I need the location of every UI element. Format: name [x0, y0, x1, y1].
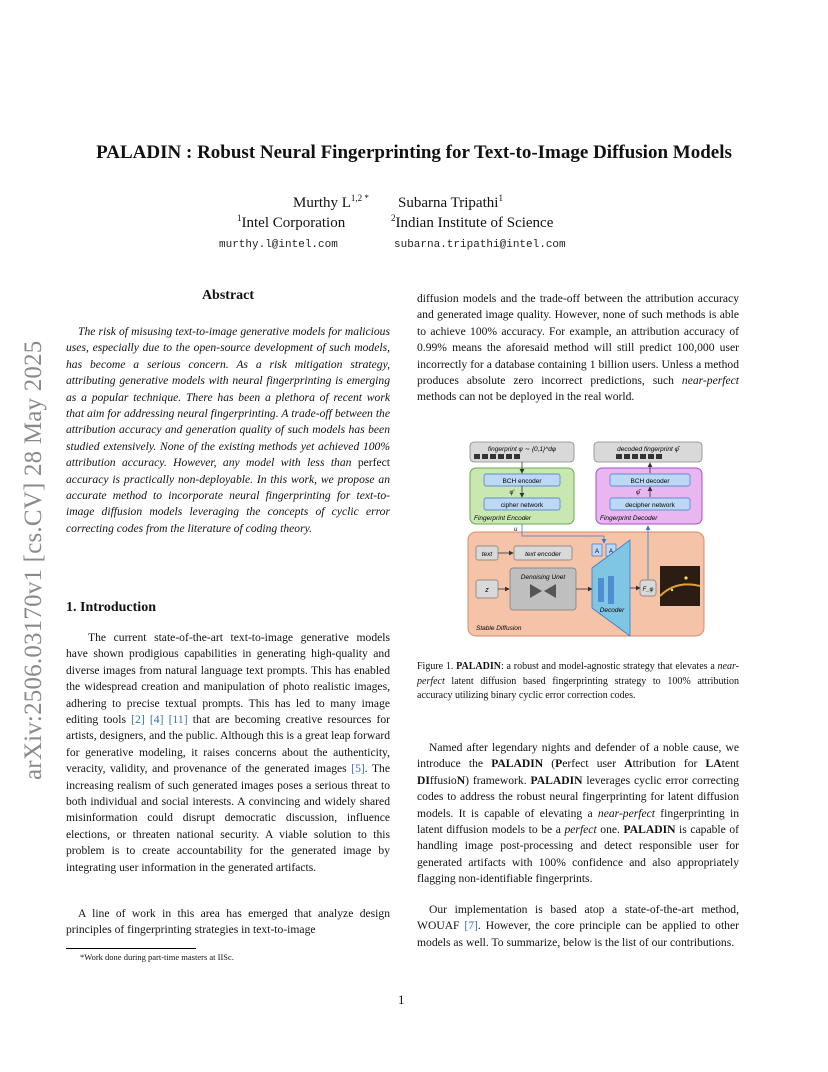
bch-encoder-label: BCH encoder: [502, 478, 542, 485]
encoder-caption: Fingerprint Encoder: [474, 515, 532, 522]
introduction-heading: 1. Introduction: [66, 600, 156, 615]
citation-4[interactable]: [4]: [149, 713, 164, 727]
decipher-network-label: decipher network: [625, 502, 675, 509]
right-paragraph-1: diffusion models and the trade-off between the attribution accuracy and generated image quality. However, none of such methods is able to achieve 100% accuracy. For example, an attribution accuracy of 0.99% means the aforesaid method will still predict 100,000 user incorrectly for a database containing 1 billion users. Unless a method produces absolute zero incorrect predictions, such near-perfect methods can not be deployed in the real world.: [417, 292, 739, 404]
author-2: Subarna Tripathi$^1$: [398, 193, 503, 211]
citation-5[interactable]: [5]: [351, 762, 365, 776]
fingerprint-label: fingerprint φ ∼ {0,1}^dφ: [487, 446, 557, 453]
text-encoder-label: text encoder: [525, 551, 561, 558]
right-paragraph-3: Our implementation is based atop a state-of-the-art method, WOUAF [7]. However, the core principle can be applied to other models as well. To summarize, below is the list of our contributions.: [417, 903, 739, 949]
text-input-label: text: [481, 551, 493, 558]
email-1: murthy.l@intel.com: [219, 239, 338, 251]
affiliation-2: $^2$Indian Institute of Science: [391, 213, 554, 231]
author-1: Murthy $L^{1,2 *}$: [293, 193, 369, 211]
citation-7[interactable]: [7]: [464, 919, 478, 933]
intro-paragraph-1: The current state-of-the-art text-to-image generative models have shown prodigious capabilities in generating high-quality and diverse images from natural language text prompts. This has enabled the widespread creation and manipulation of photo realistic images, adhering to precise textual prompts. This has led to many image editing tools [2] [4] [11] that are becoming creative resources for artists, designers, and the public. Although this is a great leap forward for generative modeling, it raises concerns about the authenticity, veracity, validity, and provenance of the generated images [5]. The increasing realism of such generated images poses a serious threat to both individual and social interests. A convincing and widely shared misinformation could disrupt democratic discussion, influence elections, or threaten national security. A viable solution to this problem is to create accountability for the generated image by integrating user information in the generated artifacts.: [66, 631, 391, 874]
abstract-heading: Abstract: [201, 288, 255, 303]
citation-2[interactable]: [2]: [131, 713, 145, 727]
stable-diffusion-caption: Stable Diffusion: [476, 625, 522, 632]
figure-1-diagram: [466, 440, 706, 640]
citation-11[interactable]: [11]: [168, 713, 188, 727]
phi-hat-label: φ̂: [636, 490, 640, 496]
affiliation-1: $^1$Intel Corporation: [237, 213, 346, 231]
decoder-label: Decoder: [599, 607, 625, 614]
abstract-text: The risk of misusing text-to-image generative models for malicious uses, especially due to the open-source development of such models, has become a serious concern. As a risk mitigation strategy, attributing generative models with neural fingerprinting is emerging as a popular technique. There has been a plethora of recent work that aim for addressing neural fingerprinting. A trade-off between the attribution accuracy and generation quality of such models has been studied extensively. None of the existing methods yet achieved 100% attribution accuracy. However, any model with less than perfect accuracy is practically non-deployable. In this work, we propose an accurate method to incorporate neural fingerprinting for text-to-image diffusion models leveraging the concepts of cyclic error correcting codes from the literature of coding theory.: [66, 325, 390, 535]
intro-paragraph-2: A line of work in this area has emerged that analyze design principles of fingerprinting strategies in text-to-image: [66, 907, 390, 937]
decoder-caption: Fingerprint Decoder: [600, 515, 658, 522]
email-2: subarna.tripathi@intel.com: [394, 239, 566, 251]
z-label: z: [485, 587, 489, 594]
page-number: 1: [398, 992, 405, 1007]
bch-decoder-label: BCH decoder: [630, 478, 670, 485]
paper-title: PALADIN : Robust Neural Fingerprinting for Text-to-Image Diffusion Models: [96, 142, 732, 163]
u-label: u: [514, 527, 518, 533]
figure-1-caption: Figure 1. PALADIN: a robust and model-agnostic strategy that elevates a near-perfect latent diffusion based fingerprinting strategy to 100% attribution accuracy utilizing binary cyclic error correction codes.: [417, 661, 739, 702]
decoded-label: decoded fingerprint φ̂: [617, 446, 679, 453]
arxiv-stamp: arXiv:2506.03170v1 [cs.CV] 28 May 2025: [20, 340, 47, 780]
footnote-rule: [66, 948, 196, 949]
phi-prime-label: φ′: [509, 490, 515, 496]
f-phi-label: F_φ: [642, 587, 654, 593]
author-block: [0, 195, 828, 255]
denoising-unet-label: Denoising Unet: [520, 574, 566, 581]
affine-label-2: A: [608, 549, 614, 555]
footnote: *Work done during part-time masters at IISc.: [80, 952, 234, 962]
right-paragraph-2: Named after legendary nights and defender of a noble cause, we introduce the PALADIN (Perfect user Attribution for LAtent DIffusioN) framework. PALADIN leverages cyclic error correcting codes to address the robust neural fingerprinting for latent diffusion models. It is capable of elevating a near-perfect fingerprinting in latent diffusion models to be a perfect one. PALADIN is capable of handling image post-processing and detect responsible user for generated artifacts with 100% confidence and also appropriately flagging non-identifiable fingerprints.: [417, 741, 740, 886]
cipher-network-label: cipher network: [500, 502, 544, 509]
affine-label-1: A: [594, 549, 600, 555]
